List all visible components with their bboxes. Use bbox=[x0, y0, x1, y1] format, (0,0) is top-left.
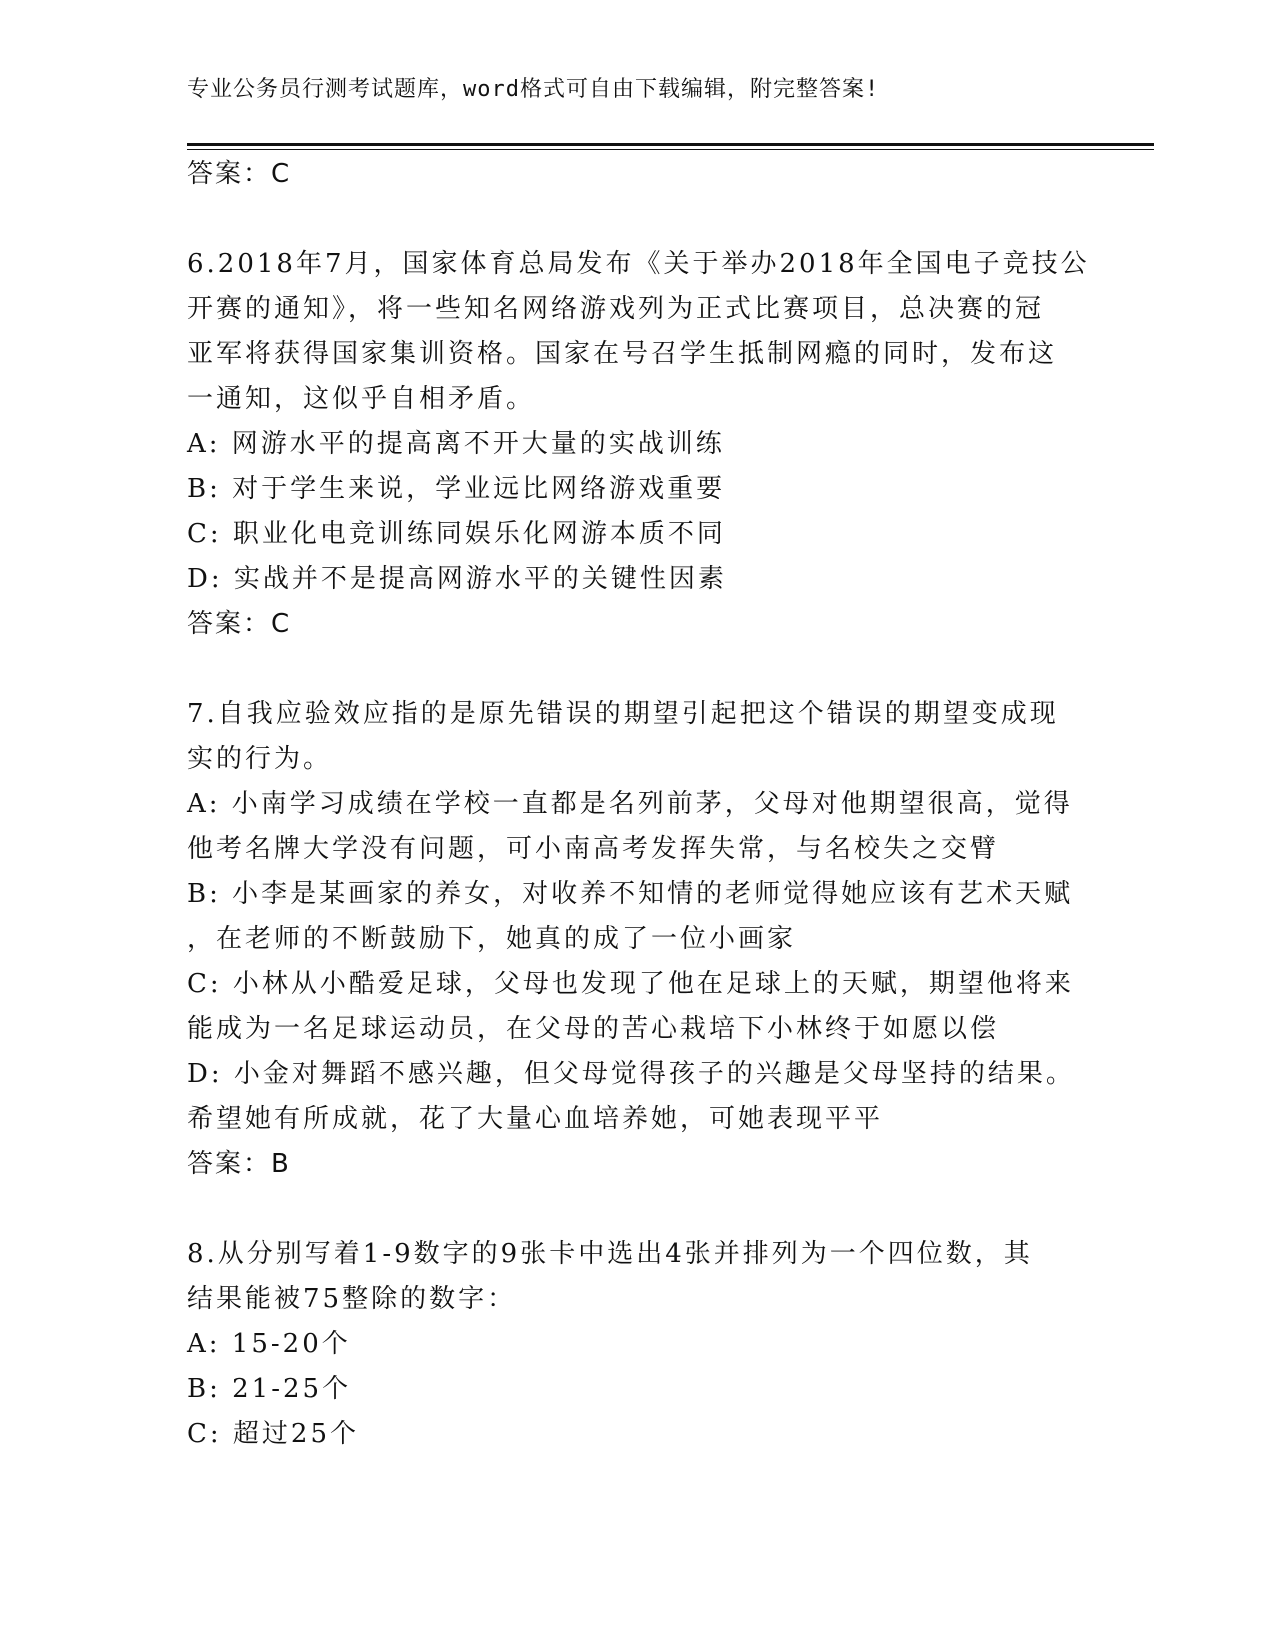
text-line: 希望她有所成就，花了大量心血培养她，可她表现平平 bbox=[187, 1104, 884, 1134]
paragraph-gap bbox=[187, 1187, 1087, 1232]
text-line: B: 对于学生来说，学业远比网络游戏重要 bbox=[187, 474, 726, 504]
text-line: B: 小李是某画家的养女，对收养不知情的老师觉得她应该有艺术天赋 bbox=[187, 879, 1074, 909]
header-rule-thin bbox=[187, 149, 1154, 150]
text-line: B: 21-25个 bbox=[187, 1374, 352, 1404]
answer-line: 答案：C bbox=[187, 609, 292, 639]
page-header-text: 专业公务员行测考试题库，word格式可自由下载编辑，附完整答案! bbox=[187, 77, 880, 102]
text-line: 开赛的通知》，将一些知名网络游戏列为正式比赛项目，总决赛的冠 bbox=[187, 294, 1045, 324]
paragraph-gap bbox=[187, 197, 1087, 242]
text-line: A: 小南学习成绩在学校一直都是名列前茅，父母对他期望很高，觉得 bbox=[187, 789, 1073, 819]
text-line: 8.从分别写着1-9数字的9张卡中选出4张并排列为一个四位数，其 bbox=[187, 1239, 1033, 1269]
text-line: 6.2018年7月，国家体育总局发布《关于举办2018年全国电子竞技公 bbox=[187, 249, 1090, 279]
header-rule-thick bbox=[187, 143, 1154, 146]
text-line: C: 职业化电竞训练同娱乐化网游本质不同 bbox=[187, 519, 726, 549]
answer-line: 答案：B bbox=[187, 1149, 291, 1179]
text-line: 他考名牌大学没有问题，可小南高考发挥失常，与名校失之交臂 bbox=[187, 834, 1000, 864]
text-line: D: 小金对舞蹈不感兴趣，但父母觉得孩子的兴趣是父母坚持的结果。 bbox=[187, 1059, 1075, 1089]
text-line: 一通知，这似乎自相矛盾。 bbox=[187, 384, 536, 414]
text-line: 亚军将获得国家集训资格。国家在号召学生抵制网瘾的同时，发布这 bbox=[187, 339, 1058, 369]
document-body bbox=[187, 152, 1090, 1457]
text-line: A: 网游水平的提高离不开大量的实战训练 bbox=[187, 429, 725, 459]
paragraph-gap bbox=[187, 647, 1087, 692]
text-line: D: 实战并不是提高网游水平的关键性因素 bbox=[187, 564, 727, 594]
answer-line: 答案：C bbox=[187, 159, 292, 189]
text-line: 实的行为。 bbox=[187, 744, 333, 774]
text-line: C: 小林从小酷爱足球，父母也发现了他在足球上的天赋，期望他将来 bbox=[187, 969, 1074, 999]
text-line: ，在老师的不断鼓励下，她真的成了一位小画家 bbox=[187, 924, 797, 954]
text-line: 能成为一名足球运动员，在父母的苦心栽培下小林终于如愿以偿 bbox=[187, 1014, 1000, 1044]
text-line: A: 15-20个 bbox=[187, 1329, 351, 1359]
text-line: C: 超过25个 bbox=[187, 1419, 360, 1449]
text-line: 结果能被75整除的数字： bbox=[187, 1284, 517, 1314]
text-line: 7.自我应验效应指的是原先错误的期望引起把这个错误的期望变成现 bbox=[187, 699, 1059, 729]
